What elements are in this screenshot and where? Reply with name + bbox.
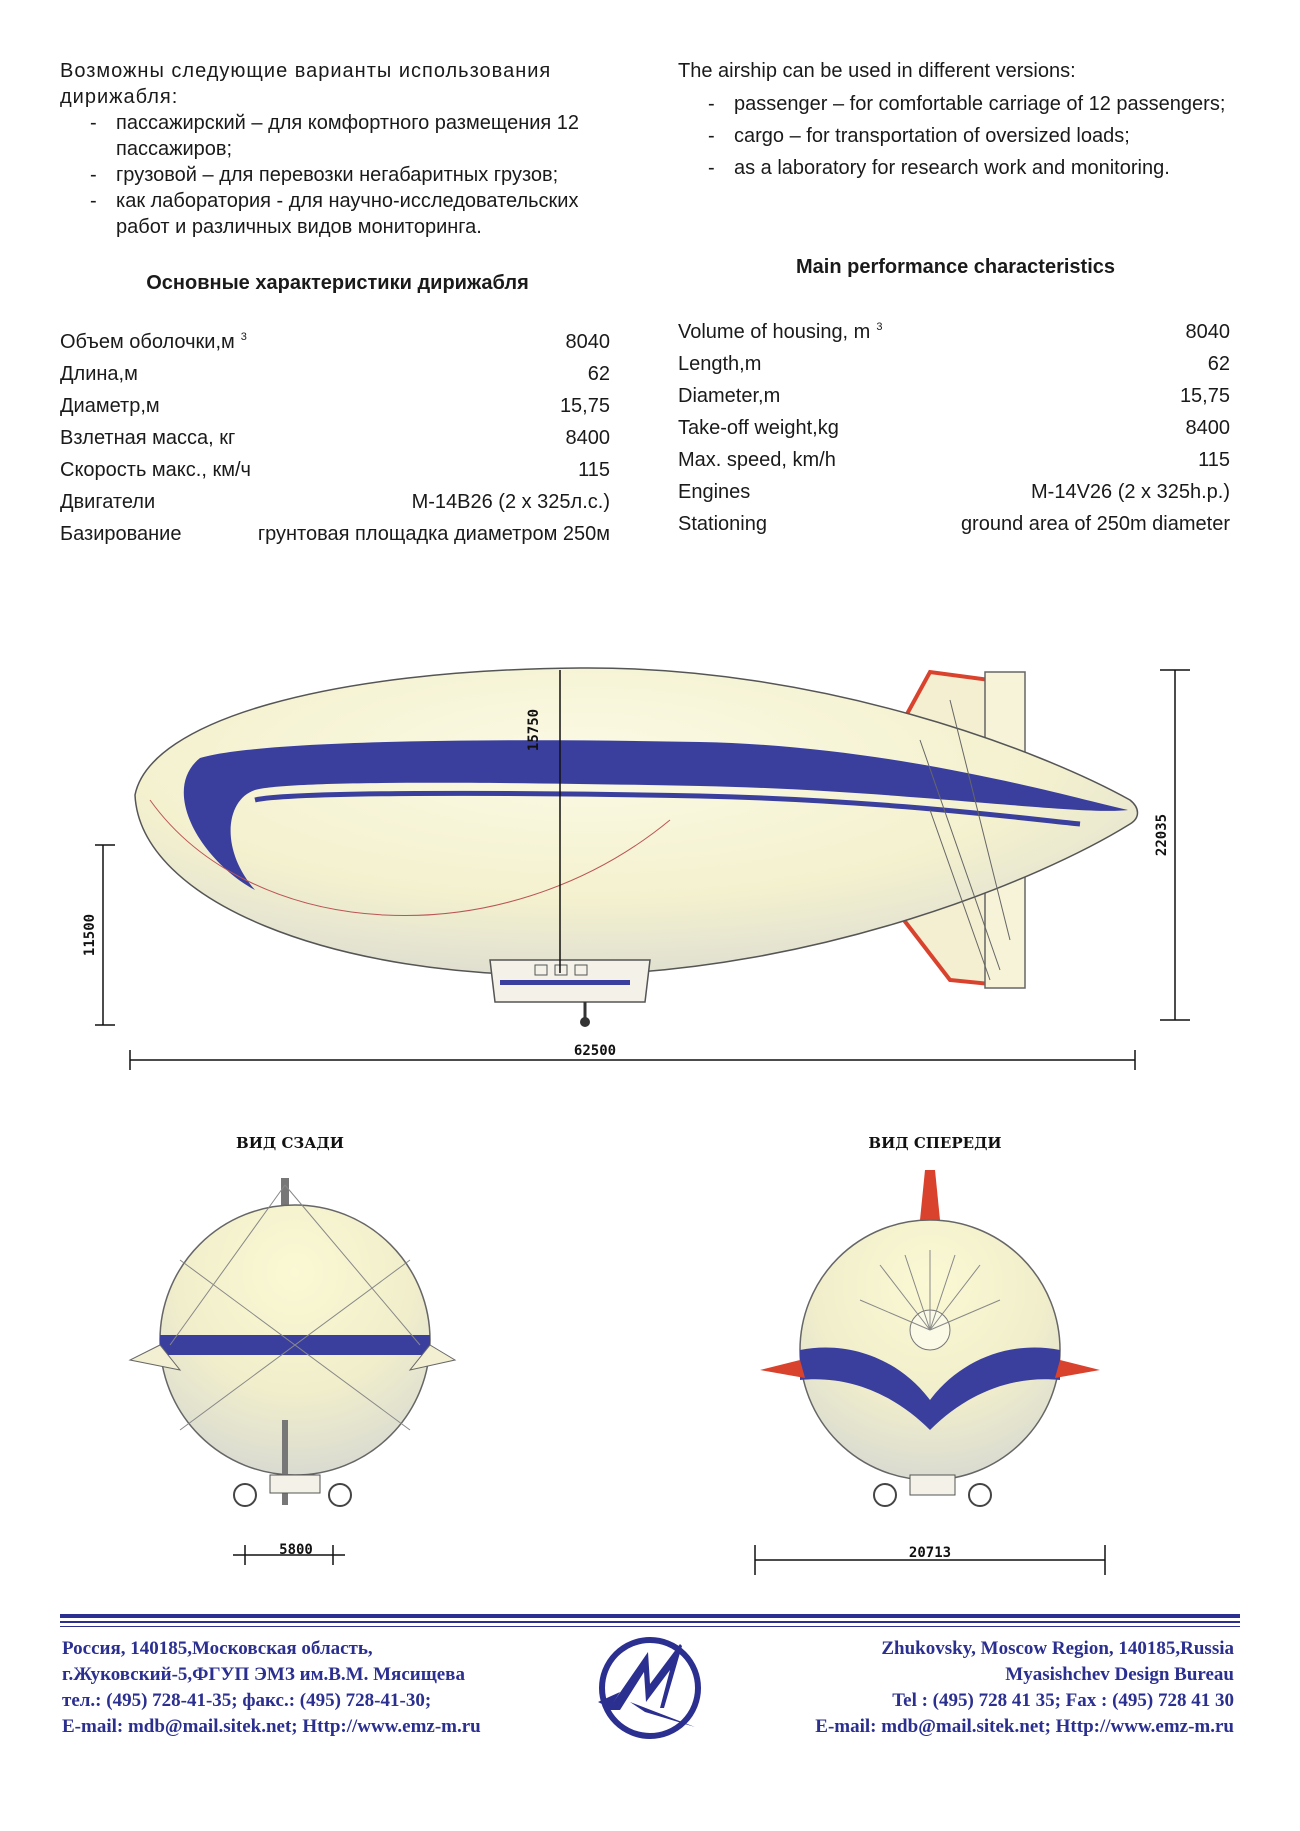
spec-label: Длина,м xyxy=(60,362,138,385)
english-column xyxy=(678,58,1233,535)
spec-value: 15,75 xyxy=(1179,384,1230,407)
table-row xyxy=(678,444,1230,476)
ru-uses-list xyxy=(60,110,615,240)
spec-label: Скорость макс., км/ч xyxy=(60,458,251,481)
unit-superscript: 3 xyxy=(876,320,883,333)
ru-spec-table xyxy=(60,326,610,550)
spec-value: 115 xyxy=(578,458,610,481)
spec-label: Взлетная масса, кг xyxy=(60,426,236,449)
lower-height-dimension: 11500 xyxy=(82,913,98,957)
table-row xyxy=(678,348,1230,380)
front-right-fin xyxy=(1055,1360,1100,1378)
footer-rule xyxy=(60,1621,1240,1623)
spec-value: ground area of 250m diameter xyxy=(960,512,1230,535)
spec-value: 8040 xyxy=(1185,320,1230,343)
total-height-dimension: 22035 xyxy=(1154,813,1170,857)
spec-value: М-14В26 (2 x 325л.с.) xyxy=(411,490,610,513)
spec-label: Max. speed, km/h xyxy=(678,448,836,471)
rear-width-dimension: 5800 xyxy=(279,1542,313,1558)
footer-rule xyxy=(60,1626,1240,1627)
front-propeller-right xyxy=(969,1484,991,1506)
table-row xyxy=(678,508,1230,540)
list-item: - cargo – for transportation of oversized loads; xyxy=(708,120,1233,152)
table-row xyxy=(60,422,610,454)
spec-value: 8400 xyxy=(565,426,610,449)
front-left-fin xyxy=(760,1360,805,1378)
rear-gondola xyxy=(270,1475,320,1493)
en-intro: The airship can be used in different versions: xyxy=(678,60,1076,82)
rear-propeller-left xyxy=(234,1484,256,1506)
front-propeller-left xyxy=(874,1484,896,1506)
spec-label-text: Volume of housing, m xyxy=(678,320,871,343)
front-width-dimension: 20713 xyxy=(908,1545,952,1561)
footer-contact-ru xyxy=(62,1636,481,1740)
russian-column xyxy=(60,58,615,545)
spec-label-text: Объем оболочки,м xyxy=(60,330,235,353)
phone-line: Tel : (495) 728 41 35; Fax : (495) 728 41 30 xyxy=(892,1690,1234,1711)
table-row xyxy=(60,454,610,486)
list-item: - как лаборатория - для научно-исследовательских работ и различных видов мониторинга. xyxy=(90,188,615,240)
ru-spec-title: Основные характеристики дирижабля xyxy=(146,272,529,294)
address-line: Zhukovsky, Moscow Region, 140185,Russia xyxy=(881,1638,1234,1659)
spec-value: 62 xyxy=(587,362,610,385)
length-dimension: 62500 xyxy=(573,1043,617,1059)
spec-label xyxy=(678,316,916,348)
front-view-label: ВИД СПЕРЕДИ xyxy=(868,1134,1002,1152)
list-item: - грузовой – для перевозки негабаритных грузов; xyxy=(90,162,615,188)
gondola-stripe xyxy=(500,980,630,985)
address-line: Россия, 140185,Московская область, xyxy=(62,1638,373,1659)
front-top-fin xyxy=(920,1170,940,1220)
en-spec-table xyxy=(678,316,1230,540)
list-item: - as a laboratory for research work and monitoring. xyxy=(708,152,1233,184)
diameter-dimension: 15750 xyxy=(526,708,542,752)
table-row xyxy=(60,326,610,358)
unit-superscript: 3 xyxy=(240,330,247,343)
spec-value: 15,75 xyxy=(559,394,610,417)
table-row xyxy=(60,518,610,550)
landing-wheel xyxy=(580,1017,590,1027)
front-gondola xyxy=(910,1475,955,1495)
spec-label: Диаметр,м xyxy=(60,394,160,417)
table-row xyxy=(60,390,610,422)
spec-value: 115 xyxy=(1198,448,1230,471)
table-row xyxy=(60,486,610,518)
spec-value: 62 xyxy=(1207,352,1230,375)
phone-line: тел.: (495) 728-41-35; факс.: (495) 728-41-30; xyxy=(62,1690,432,1711)
spec-label: Stationing xyxy=(678,512,767,535)
spec-value: M-14V26 (2 x 325h.p.) xyxy=(1031,480,1230,503)
spec-label: Engines xyxy=(678,480,751,503)
footer-rule xyxy=(60,1614,1240,1618)
spec-label: Take-off weight,kg xyxy=(678,416,839,439)
list-item: - пассажирский – для комфортного размещения 12 пассажиров; xyxy=(90,110,615,162)
table-row xyxy=(678,316,1230,348)
front-view xyxy=(755,1134,1105,1575)
spec-label xyxy=(60,326,253,358)
list-item: - passenger – for comfortable carriage of 12 passengers; xyxy=(708,88,1233,120)
spec-value: 8040 xyxy=(565,330,610,353)
table-row xyxy=(678,476,1230,508)
table-row xyxy=(678,380,1230,412)
email-line: E-mail: mdb@mail.sitek.net; Http://www.emz-m.ru xyxy=(62,1716,481,1737)
spec-value: грунтовая площадка диаметром 250м xyxy=(257,522,610,545)
en-uses-list xyxy=(678,88,1233,184)
company-line: Myasishchev Design Bureau xyxy=(1005,1664,1234,1685)
rear-view-label: ВИД СЗАДИ xyxy=(236,1134,344,1152)
email-line: E-mail: mdb@mail.sitek.net; Http://www.emz-m.ru xyxy=(815,1716,1234,1737)
spec-value: 8400 xyxy=(1185,416,1230,439)
spec-label: Базирование xyxy=(60,522,182,545)
myasishchev-logo-icon xyxy=(590,1632,710,1747)
airship-drawing xyxy=(0,640,1300,1600)
address-line: г.Жуковский-5,ФГУП ЭМЗ им.В.М. Мясищева xyxy=(62,1664,465,1685)
ru-intro: Возможны следующие варианты использования дирижабля: xyxy=(60,60,552,108)
en-spec-title: Main performance characteristics xyxy=(795,256,1116,278)
spec-label: Diameter,m xyxy=(678,384,781,407)
table-row xyxy=(678,412,1230,444)
spec-label: Length,m xyxy=(678,352,762,375)
table-row xyxy=(60,358,610,390)
rear-view xyxy=(130,1134,455,1565)
spec-label: Двигатели xyxy=(60,490,156,513)
footer-contact-en xyxy=(815,1636,1234,1740)
rear-propeller-right xyxy=(329,1484,351,1506)
side-view xyxy=(82,668,1190,1070)
